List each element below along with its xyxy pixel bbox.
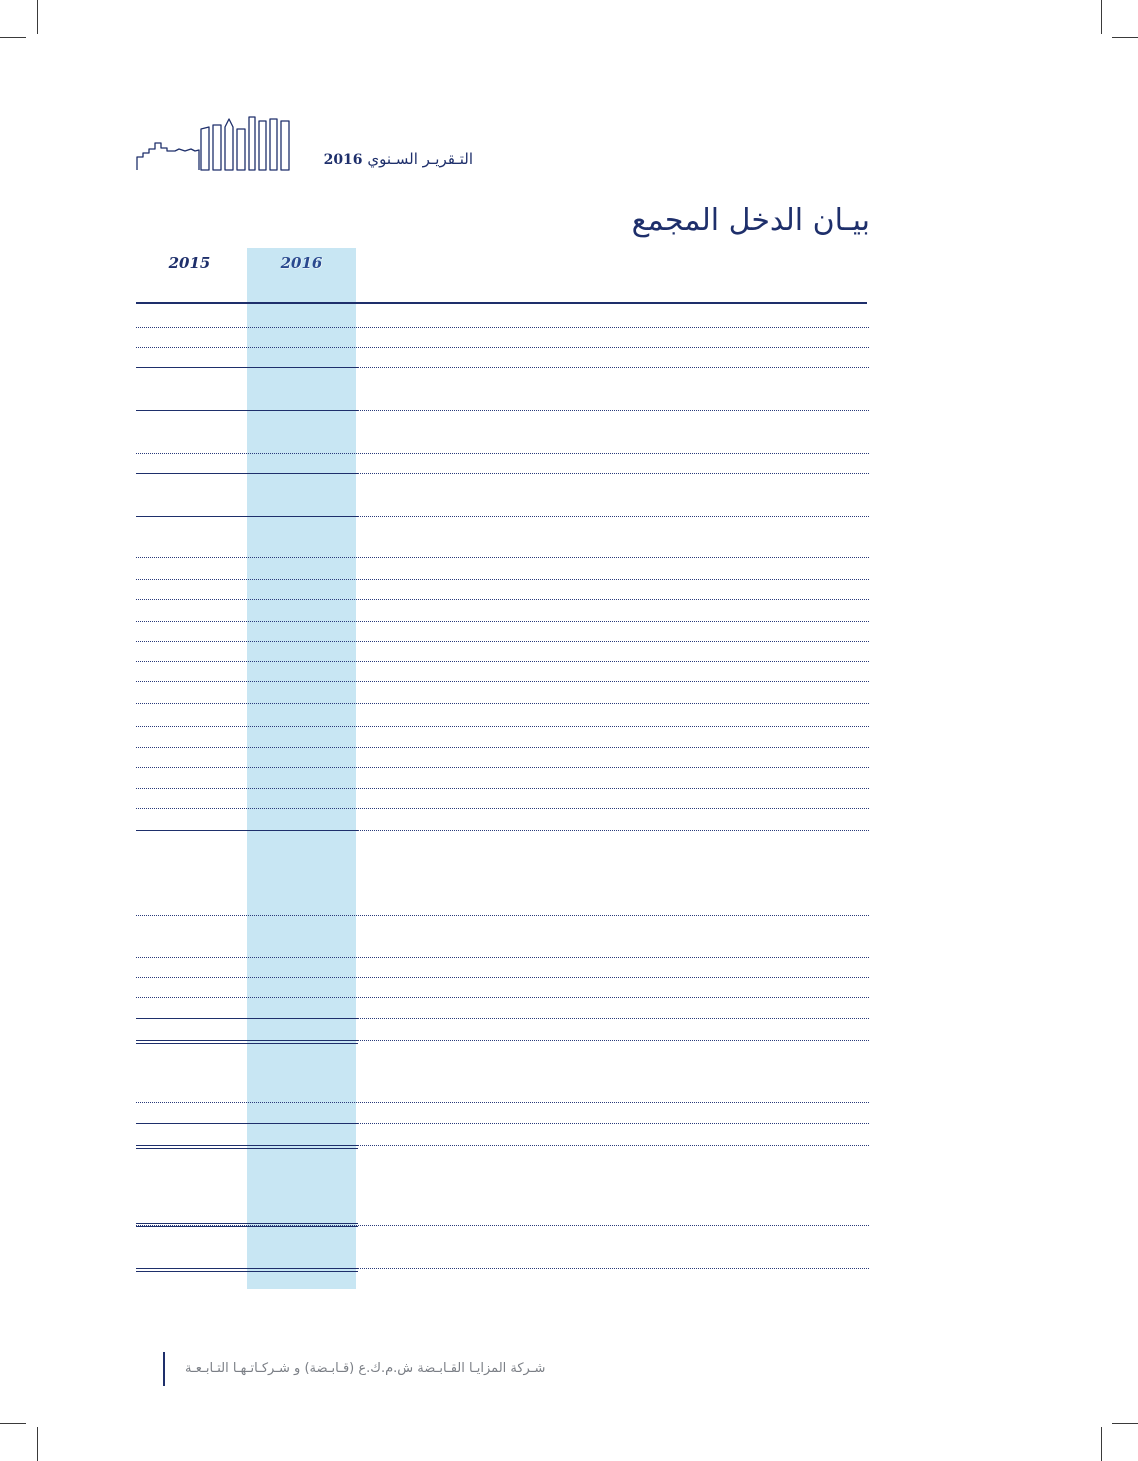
table-row [136, 767, 869, 768]
subtotal-rule [136, 473, 358, 474]
total-rule [136, 1223, 358, 1227]
table-row [136, 661, 869, 662]
subtotal-rule [136, 1018, 358, 1019]
table-header-rule [136, 302, 867, 304]
table-row [136, 808, 869, 809]
total-rule [136, 1145, 358, 1149]
table-row [136, 641, 869, 642]
crop-mark [1112, 1423, 1138, 1424]
subtotal-rule [136, 367, 358, 368]
crop-mark [0, 1423, 26, 1424]
table-row [136, 915, 869, 916]
column-header-2016: 2016 [280, 254, 323, 272]
subtotal-rule [136, 410, 358, 411]
table-row [136, 599, 869, 600]
table-row [136, 621, 869, 622]
total-rule [136, 1268, 358, 1272]
report-year: 2016 [323, 152, 363, 168]
current-year-column-highlight [247, 248, 356, 1289]
table-row [136, 453, 869, 454]
crop-mark [37, 1427, 38, 1461]
crop-mark [1112, 37, 1138, 38]
crop-mark [1101, 0, 1102, 34]
table-row [136, 703, 869, 704]
crop-mark [1101, 1427, 1102, 1461]
table-row [136, 726, 869, 727]
report-header [298, 150, 473, 168]
footer-company-name: شـركة المزايـا القـابـضة ش.م.ك.ع (قـابـضة) و شـركـاتـهـا التـابـعـة [185, 1361, 546, 1376]
skyline-logo [135, 115, 295, 173]
table-row [136, 788, 869, 789]
footer-bar [163, 1352, 165, 1386]
column-header-2015: 2015 [168, 254, 211, 272]
table-row [136, 557, 869, 558]
table-row [136, 579, 869, 580]
subtotal-rule [136, 1123, 358, 1124]
crop-mark [37, 0, 38, 34]
table-row [136, 681, 869, 682]
table-row [136, 997, 869, 998]
table-row [136, 957, 869, 958]
crop-mark [0, 37, 26, 38]
table-row [136, 1102, 869, 1103]
page-title: بيـان الدخل المجمع [631, 203, 870, 238]
table-row [136, 747, 869, 748]
subtotal-rule [136, 516, 358, 517]
table-row [136, 977, 869, 978]
subtotal-rule [136, 830, 358, 831]
table-row [136, 327, 869, 328]
table-row [136, 347, 869, 348]
report-title: التـقريـر السـنوي [367, 150, 473, 168]
total-rule [136, 1040, 358, 1044]
